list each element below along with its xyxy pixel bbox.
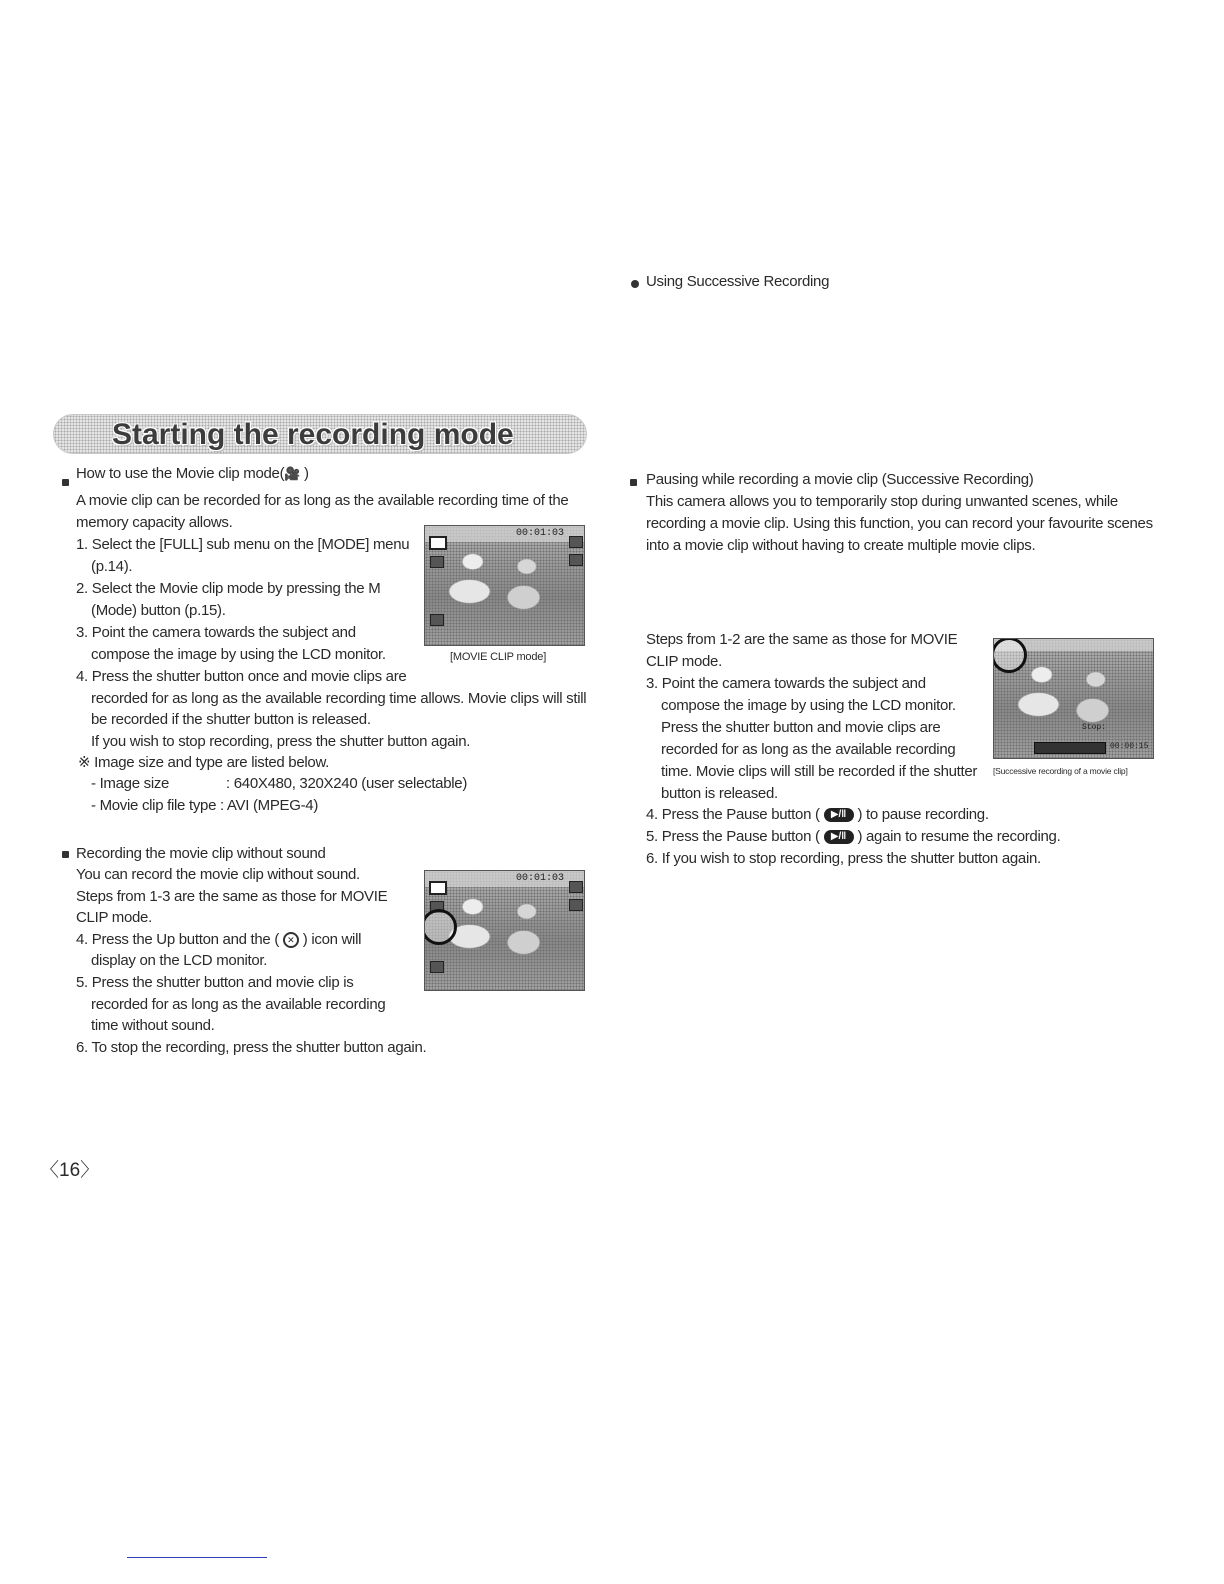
- file-type-value: : AVI (MPEG-4): [220, 797, 319, 814]
- lcd-screen-movie-clip: [424, 525, 585, 646]
- step-line: time without sound.: [91, 1017, 215, 1034]
- step-line: compose the image by using the LCD monitor.: [661, 697, 956, 714]
- heading-text-end: ): [300, 465, 309, 482]
- step-line: 3. Point the camera towards the subject and: [76, 624, 356, 641]
- step-line: button is released.: [661, 785, 778, 802]
- page-number: 〈16〉: [40, 1160, 100, 1181]
- battery-icon: [430, 961, 444, 973]
- intro-line: memory capacity allows.: [76, 514, 233, 531]
- step-line: Press the shutter button and movie clips are: [661, 719, 941, 736]
- pause-button-icon: ▶/‖: [824, 830, 854, 844]
- step-line: 3. Point the camera towards the subject and: [646, 675, 926, 692]
- step4-text-a: 4. Press the Up button and the (: [76, 931, 280, 948]
- step4-text-b: ) icon will: [302, 931, 362, 948]
- body-line: Steps from 1-3 are the same as those for MOVIE: [76, 888, 388, 905]
- step-line: 6. To stop the recording, press the shutter button again.: [76, 1039, 427, 1056]
- step-line: recorded for as long as the available recording: [91, 996, 386, 1013]
- lcd-screen-successive: [993, 638, 1154, 759]
- step4-text-a: 4. Press the Pause button (: [646, 806, 820, 823]
- step-line: [646, 826, 1060, 848]
- voice-mute-icon: ✕: [283, 932, 299, 948]
- screen-stop-label: Stop:: [1082, 723, 1107, 732]
- bullet-icon: [630, 479, 637, 486]
- step-line: time. Movie clips will still be recorded if the shutter: [661, 763, 978, 780]
- card-icon: [569, 554, 583, 566]
- step4-text-b: ) to pause recording.: [857, 806, 989, 823]
- note-mark: ※: [78, 754, 91, 771]
- bullet-icon: [62, 479, 69, 486]
- lcd-screen-no-sound: [424, 870, 585, 991]
- step-line: (p.14).: [91, 558, 133, 575]
- step-line: 2. Select the Movie clip mode by pressing the M: [76, 580, 381, 597]
- step-line: 5. Press the shutter button and movie clip is: [76, 974, 354, 991]
- step-line: [76, 929, 361, 951]
- page-title: Starting the recording mode: [112, 418, 514, 451]
- step-line: [646, 804, 989, 826]
- step5-text-b: ) again to resume the recording.: [857, 828, 1061, 845]
- body-line: recording a movie clip. Using this function, you can record your favourite scenes: [646, 515, 1153, 532]
- footer-rule: [127, 1557, 267, 1558]
- step-line: recorded for as long as the available recording time allows. Movie clips will still: [91, 690, 587, 707]
- screen-caption: [Successive recording of a movie clip]: [993, 766, 1128, 776]
- note-line: [78, 752, 329, 774]
- file-type-label-text: - Movie clip file type: [91, 797, 217, 814]
- body-line: You can record the movie clip without sound.: [76, 866, 360, 883]
- step-line: If you wish to stop recording, press the shutter button again.: [91, 733, 471, 750]
- body-line: Steps from 1-2 are the same as those for MOVIE: [646, 631, 958, 648]
- step5-text-a: 5. Press the Pause button (: [646, 828, 820, 845]
- screen-time: 00:01:03: [515, 873, 564, 884]
- step-line: 6. If you wish to stop recording, press the shutter button again.: [646, 850, 1041, 867]
- section-heading-how-to: [76, 463, 309, 485]
- note-text: Image size and type are listed below.: [94, 754, 330, 771]
- quality-icon: [569, 881, 583, 893]
- pause-button-icon: ▶/‖: [824, 808, 854, 822]
- movie-mode-icon: [429, 881, 447, 895]
- bullet-icon: [62, 851, 69, 858]
- section-heading-pausing: Pausing while recording a movie clip (Successive Recording): [646, 471, 1034, 488]
- screen-time: 00:01:03: [515, 528, 564, 539]
- heading-text: How to use the Movie clip mode(: [76, 465, 285, 482]
- body-line: CLIP mode.: [646, 653, 722, 670]
- section-heading-successive: Using Successive Recording: [646, 273, 830, 290]
- step-line: be recorded if the shutter button is released.: [91, 711, 371, 728]
- step-line: display on the LCD monitor.: [91, 952, 268, 969]
- successive-record-icon: [993, 638, 1027, 673]
- image-size-value: : 640X480, 320X240 (user selectable): [226, 775, 468, 792]
- movie-camera-icon: 🎥: [284, 466, 301, 482]
- quality-icon: [569, 536, 583, 548]
- body-line: into a movie clip without having to create multiple movie clips.: [646, 537, 1036, 554]
- bullet-icon: [631, 280, 639, 288]
- intro-line: A movie clip can be recorded for as long as the available recording time of the: [76, 492, 569, 509]
- step-line: 4. Press the shutter button once and movie clips are: [76, 668, 407, 685]
- step-line: (Mode) button (p.15).: [91, 602, 226, 619]
- size-icon: [430, 556, 444, 568]
- body-line: CLIP mode.: [76, 909, 152, 926]
- section-heading-no-sound: Recording the movie clip without sound: [76, 845, 326, 862]
- title-banner: [53, 414, 587, 454]
- file-type-label: [91, 795, 318, 817]
- recording-progress-bar: [1034, 742, 1106, 754]
- movie-mode-icon: [429, 536, 447, 550]
- image-size-label: - Image size: [91, 775, 170, 792]
- body-line: This camera allows you to temporarily stop during unwanted scenes, while: [646, 493, 1118, 510]
- card-icon: [569, 899, 583, 911]
- battery-icon: [430, 614, 444, 626]
- step-line: 1. Select the [FULL] sub menu on the [MODE] menu: [76, 536, 410, 553]
- screen-time: 00:00:15: [1110, 742, 1149, 751]
- voice-mute-indicator-icon: [424, 909, 457, 945]
- step-line: recorded for as long as the available recording: [661, 741, 956, 758]
- screen-caption: [MOVIE CLIP mode]: [450, 651, 547, 663]
- step-line: compose the image by using the LCD monitor.: [91, 646, 386, 663]
